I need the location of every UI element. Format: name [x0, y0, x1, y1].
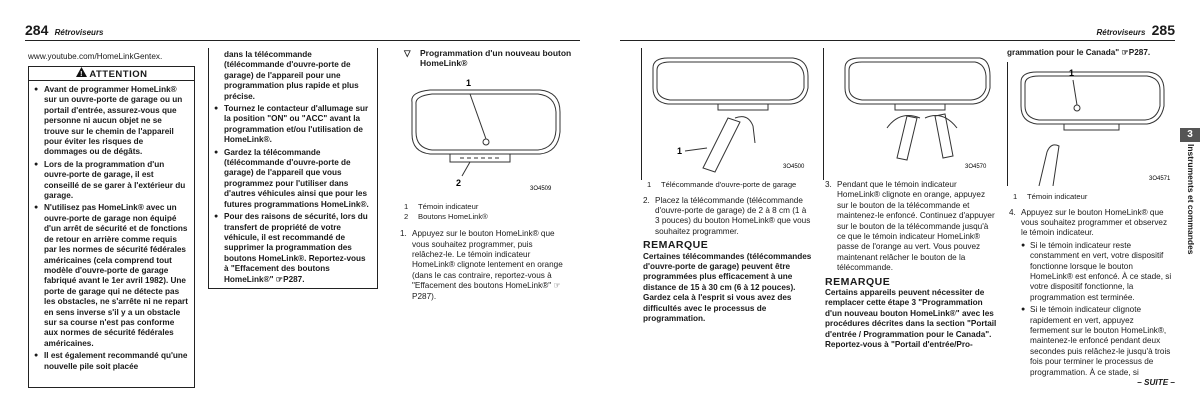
triangle-icon: ▽	[404, 48, 411, 58]
left-page-header	[25, 22, 580, 41]
attention-label: ! ATTENTION	[29, 67, 194, 81]
remote-press-figure	[825, 48, 995, 178]
warning-bullet: ● Lors de la programmation d'un ouvre-porte de garage, il est conseillé de se garer à l'extérieur du garage.	[34, 160, 188, 202]
warning-box	[28, 66, 195, 388]
remote-figure	[643, 48, 813, 178]
left-page	[0, 0, 585, 402]
caption: 1 Témoin indicateur	[1013, 192, 1088, 201]
warning-bullet: ● Tournez le contacteur d'allumage sur la position "ON" ou "ACC" avant la programmation et/ou l'utilisation de HomeLink®.	[214, 104, 372, 146]
caption: 1 Témoin indicateur	[404, 202, 479, 211]
warning-icon	[76, 67, 87, 81]
step-1: 1. Appuyez sur le bouton HomeLink® que vous souhaitez programmer, puis relâchez-le. Le témoin indicateur HomeLink® clignote lentement en orange (dans le cas contraire, reportez-vous à "Effacement des boutons HomeLink®" ☞P287).	[400, 229, 563, 301]
column-continuation: grammation pour le Canada" ☞P287.	[1007, 48, 1151, 57]
chapter-tab[interactable]: 3	[1180, 128, 1200, 142]
svg-text:!: !	[79, 71, 83, 77]
url-text[interactable]: www.youtube.com/HomeLinkGentex.	[28, 52, 163, 61]
section-title: Rétroviseurs	[54, 28, 104, 37]
caption: 1 Télécommande d'ouvre-porte de garage	[647, 180, 797, 189]
remark-title: REMARQUE	[643, 239, 709, 252]
svg-text:1: 1	[677, 146, 683, 156]
step-4-bullet: ● Si le témoin indicateur reste constamment en vert, votre dispositif fonctionne lorsque le bouton HomeLink® est enfoncé. À ce stade, si votre dispositif fonctionne, la programmation est terminée.	[1021, 241, 1175, 303]
callout-1: 1	[466, 78, 472, 88]
warning-bullet: ● Pour des raisons de sécurité, lors du transfert de propriété de votre véhicule, il est recommandé de supprimer la programmation des boutons HomeLink®. Reportez-vous à "Effacement des boutons HomeLink®" ☞P287.	[214, 212, 372, 285]
right-page-header	[620, 22, 1175, 41]
step-4-bullet: ● Si le témoin indicateur clignote rapidement en vert, appuyez fermement sur le bouton HomeLink®, maintenez-le enfoncé pendant deux secondes puis relâchez-le jusqu'à trois fois pour terminer le processus de programmation. À ce stade, si	[1021, 305, 1175, 378]
step-3: 3. Pendant que le témoin indicateur HomeLink® clignote en orange, appuyez sur le bouton de la télécommande et maintenez-le enfoncé. Continuez d'appuyer sur le bouton de la télécommande jusqu'à ce que le témoin indicateur HomeLink® passe de l'orange au vert. Vous pouvez maintenant relâcher le bouton de la télécommande.	[825, 180, 995, 273]
remark-text: Certaines télécommandes (télécommandes d'ouvre-porte de garage) peuvent être programmées plus efficacement à une distance de 15 à 30 cm (6 à 12 pouces). Gardez cela à l'esprit si vous avez des difficultés avec le processus de programmation.	[643, 251, 812, 324]
figure-code: 3O4509	[530, 186, 552, 192]
figure-code: 3O4500	[783, 164, 805, 170]
warning-bullet: ● N'utilisez pas HomeLink® avec un ouvre-porte de garage non équipé d'un arrêt de sécurité et de fonctions de retour en arrière comme requis par les normes de sécurité fédérales américaines (cela comprend tout modèle d'ouvre-porte de garage fabriqué avant le 1er avril 1982). Une porte de garage qui ne détecte pas les obstacles, ne s'arrête ni ne repart en sens inverse s'il y a un obstacle sur sa course n'est pas conforme aux normes de sécurité fédérales américaines.	[34, 203, 188, 349]
remark-title: REMARQUE	[825, 275, 891, 288]
step-4: 4. Appuyez sur le bouton HomeLink® que vous souhaitez programmer et observez le témoin indicateur.	[1009, 207, 1168, 238]
indicator-figure	[1009, 62, 1174, 186]
footer-continued: – SUITE –	[1137, 378, 1175, 387]
page-number: 285	[1151, 22, 1175, 38]
warning-bullet: ● Il est également recommandé qu'une nouvelle pile soit placée	[34, 351, 188, 372]
right-page	[615, 0, 1200, 402]
procedure-title: ▽ Programmation d'un nouveau bouton HomeLink®	[404, 48, 572, 69]
page-number: 284	[25, 22, 49, 38]
mirror-figure	[400, 72, 565, 202]
callout-2: 2	[456, 178, 462, 188]
warning-bullet: ● Avant de programmer HomeLink® sur un ouvre-porte de garage ou un portail d'entrée, assurez-vous que personne ni aucun objet ne se trouve sur le chemin de l'appareil pour éviter les risques de dommages ou de dégâts.	[34, 85, 188, 158]
step-2: 2. Placez la télécommande (télécommande d'ouvre-porte de garage) de 2 à 8 cm (1 à 3 pouces) du bouton HomeLink® que vous souhaitez programmer.	[643, 195, 811, 236]
figure-code: 3O4571	[1149, 176, 1171, 182]
caption: 2 Boutons HomeLink®	[404, 211, 488, 221]
section-title: Rétroviseurs	[1096, 28, 1146, 37]
chapter-tab-title: Instruments et commandes	[1186, 144, 1196, 255]
figure-code: 3O4570	[965, 164, 987, 170]
svg-text:1: 1	[1069, 68, 1075, 78]
warning-box-continued	[208, 48, 378, 289]
warning-bullet: ● Gardez la télécommande (télécommande d'ouvre-porte de garage) de l'appareil que vous programmez pour l'utiliser dans d'autres véhicules ainsi que pour les futures programmations HomeLink®.	[214, 148, 372, 210]
remark-text: Certains appareils peuvent nécessiter de remplacer cette étape 3 "Programmation d'un nouveau bouton HomeLink®" avec les procédures décrites dans la section "Portail d'entrée / Programmation pour le Canada". Reportez-vous à "Portail d'entrée/Pro-	[825, 288, 997, 350]
warning-continuation: dans la télécommande (télécommande d'ouvre-porte de garage) de l'appareil pour une programmation plus rapide et plus précise.	[224, 50, 359, 101]
